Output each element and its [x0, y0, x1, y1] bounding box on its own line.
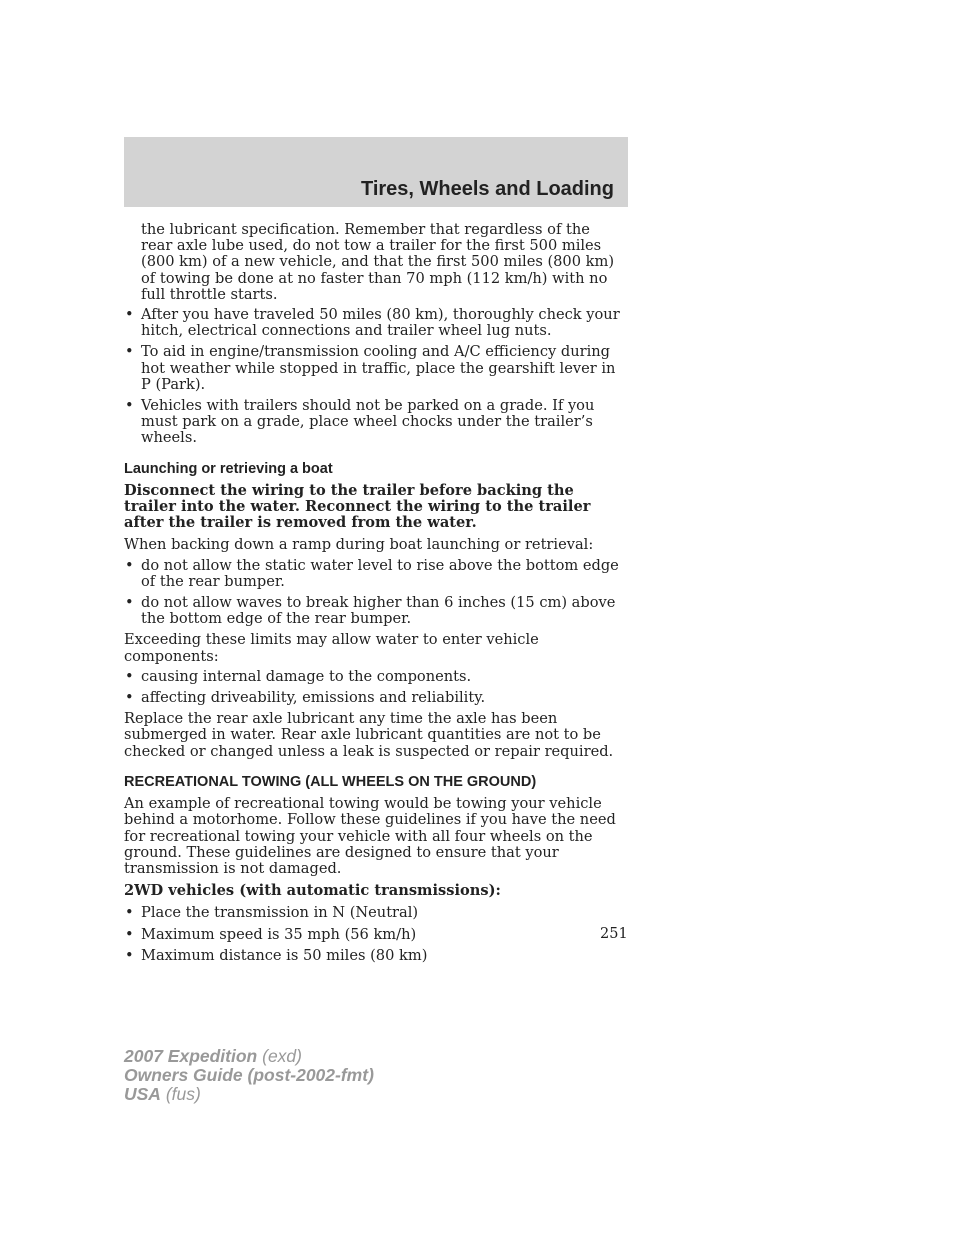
boat-intro: When backing down a ramp during boat launching or retrieval:	[124, 536, 594, 554]
2wd-subheading: 2WD vehicles (with automatic transmissions):	[124, 882, 501, 900]
list-item: • do not allow the static water level to rise above the bottom edge of the rear bumper.	[124, 558, 624, 590]
footer-line-guide	[124, 1066, 374, 1085]
page-number: 251	[600, 926, 628, 942]
footer-market: USA	[124, 1084, 161, 1104]
recreational-towing-heading: RECREATIONAL TOWING (ALL WHEELS ON THE GROUND)	[124, 773, 537, 790]
footer-line-model	[124, 1047, 374, 1066]
boat-warning: Disconnect the wiring to the trailer before backing the trailer into the water. Reconnect the wiring to the trailer after the trailer is removed from the water.	[124, 481, 591, 532]
list-item: • Maximum distance is 50 miles (80 km)	[124, 948, 624, 964]
exceeding-paragraph: Exceeding these limits may allow water to enter vehicle components:	[124, 631, 539, 665]
list-item: • do not allow waves to break higher than 6 inches (15 cm) above the bottom edge of the rear bumper.	[124, 595, 624, 627]
boat-heading: Launching or retrieving a boat	[124, 460, 333, 477]
list-item: • affecting driveability, emissions and reliability.	[124, 690, 624, 706]
2wd-guidelines-list	[124, 905, 624, 964]
list-item: • After you have traveled 50 miles (80 km), thoroughly check your hitch, electrical connections and trailer wheel lug nuts.	[124, 307, 624, 339]
list-item: • Maximum speed is 35 mph (56 km/h)	[124, 927, 624, 943]
continuation-paragraph: the lubricant specification. Remember that regardless of the rear axle lube used, do not tow a trailer for the first 500 miles (800 km) of a new vehicle, and that the first 500 miles (800 km) of towing be done at no faster than 70 mph (112 km/h) with no full throttle starts.	[141, 221, 615, 303]
footer-market-code: (fus)	[165, 1084, 201, 1104]
boat-limits-list	[124, 558, 624, 628]
footer-guide: Owners Guide (post-2002-fmt)	[124, 1065, 374, 1085]
list-item: • Place the transmission in N (Neutral)	[124, 905, 624, 921]
towing-tips-list	[124, 307, 624, 447]
consequences-list	[124, 669, 624, 706]
towing-intro: An example of recreational towing would be towing your vehicle behind a motorhome. Follow these guidelines if you have the need for recreational towing your vehicle with all four wheels on the ground. These guidelines are designed to ensure that your transmission is not damaged.	[124, 795, 616, 877]
footer-line-market	[124, 1085, 374, 1104]
page-content	[124, 222, 624, 969]
list-item: • Vehicles with trailers should not be parked on a grade. If you must park on a grade, place wheel chocks under the trailer’s wheels.	[124, 398, 624, 447]
list-item: • To aid in engine/transmission cooling and A/C efficiency during hot weather while stopped in traffic, place the gearshift lever in P (Park).	[124, 344, 624, 393]
document-footer	[124, 1047, 374, 1104]
list-item: • causing internal damage to the components.	[124, 669, 624, 685]
footer-model-code: (exd)	[262, 1046, 302, 1066]
section-title: Tires, Wheels and Loading	[360, 178, 614, 200]
section-header-band	[124, 137, 628, 207]
footer-model: 2007 Expedition	[124, 1046, 258, 1066]
replace-lubricant-paragraph: Replace the rear axle lubricant any time the axle has been submerged in water. Rear axle lubricant quantities are not to be checked or changed unless a leak is suspected or repair required.	[124, 710, 614, 760]
